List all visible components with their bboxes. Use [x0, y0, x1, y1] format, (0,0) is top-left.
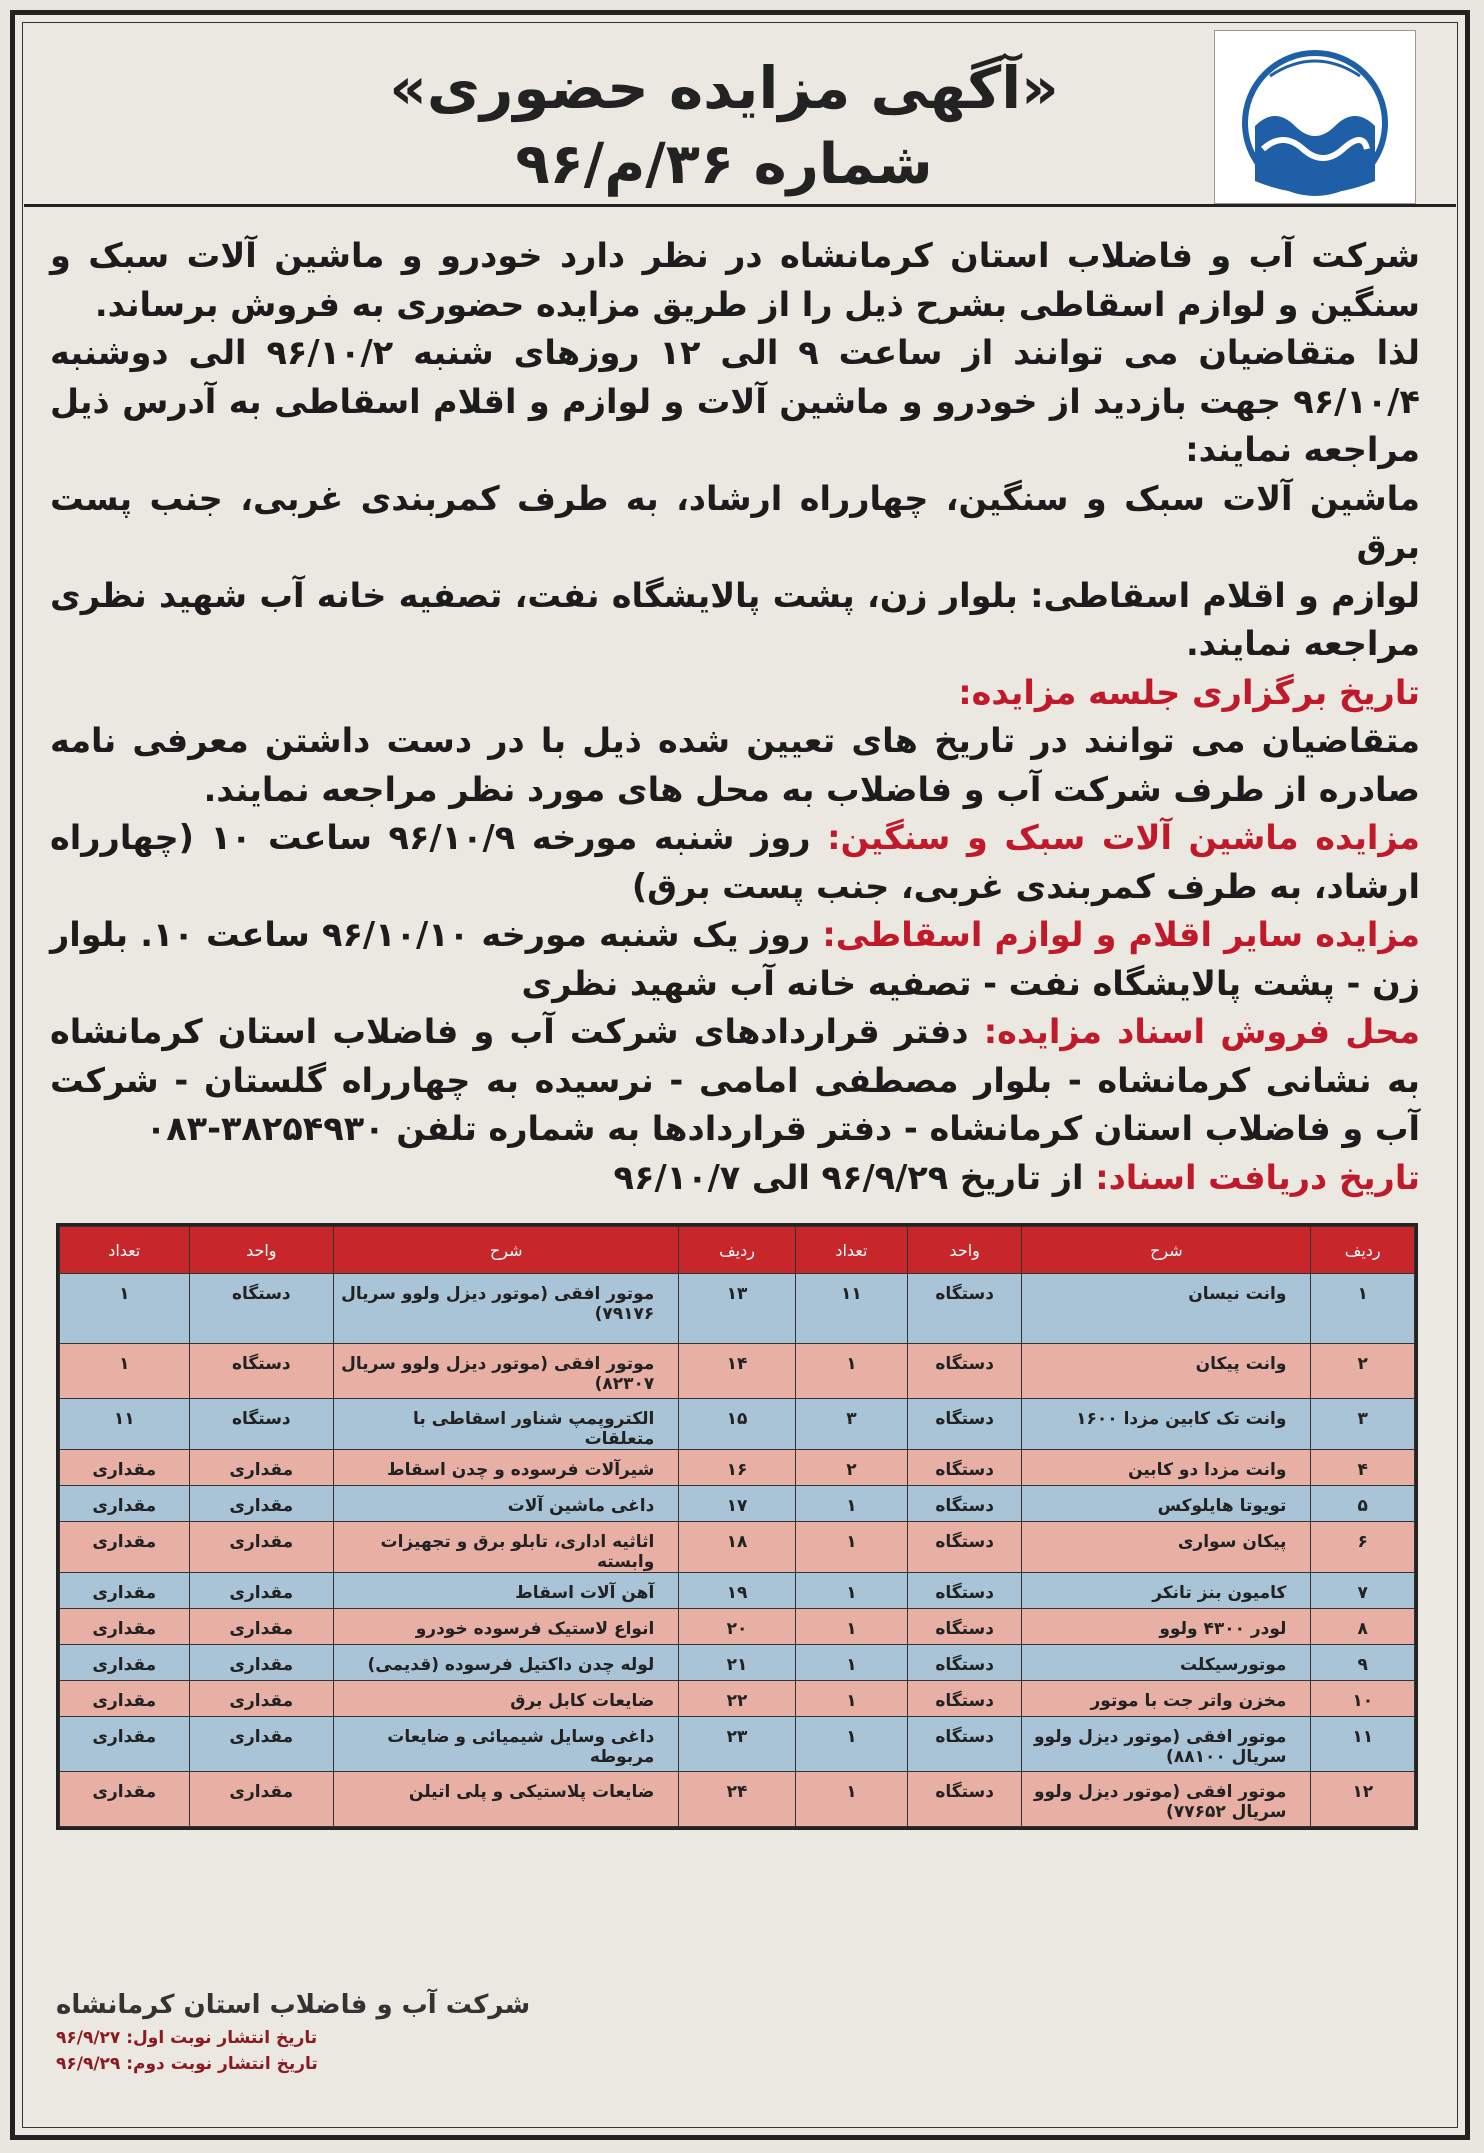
col-header: تعداد — [60, 1227, 190, 1274]
table-cell: دستگاه — [907, 1399, 1021, 1450]
publish-date-second: تاریخ انتشار نوبت دوم: ۹۶/۹/۲۹ — [56, 2054, 318, 2074]
table-cell: دستگاه — [907, 1522, 1021, 1573]
table-cell: ۱ — [795, 1573, 907, 1609]
table-cell: مقداری — [60, 1486, 190, 1522]
table-cell: ۲۲ — [679, 1681, 796, 1717]
table-row — [60, 1450, 1415, 1486]
table-cell: ۴ — [1311, 1450, 1415, 1486]
table-row — [60, 1717, 1415, 1772]
heavy-auction-text: روز شنبه مورخه ۹۶/۱۰/۹ ساعت ۱۰ (چهارراه ارشاد، به طرف کمربندی غربی، جنب پست برق) — [50, 818, 1420, 906]
session-label: تاریخ برگزاری جلسه مزایده: — [958, 672, 1420, 712]
table-cell: لوله چدن داکتیل فرسوده (قدیمی) — [334, 1645, 679, 1681]
docs-label: محل فروش اسناد مزایده: — [983, 1012, 1421, 1051]
table-cell: آهن آلات اسقاط — [334, 1573, 679, 1609]
table-row — [60, 1486, 1415, 1522]
table-cell: ۱ — [795, 1344, 907, 1399]
table-cell: دستگاه — [907, 1772, 1021, 1827]
table-cell: مقداری — [189, 1450, 334, 1486]
table-cell: دستگاه — [907, 1645, 1021, 1681]
col-header: شرح — [334, 1227, 679, 1274]
table-row — [60, 1645, 1415, 1681]
table-cell: دستگاه — [907, 1450, 1021, 1486]
table-cell: موتور افقی (موتور دیزل ولوو سریال ۸۲۳۰۷) — [334, 1344, 679, 1399]
table-cell: مقداری — [189, 1717, 334, 1772]
heavy-auction-label: مزایده ماشین آلات سبک و سنگین: — [827, 818, 1420, 857]
table-row — [60, 1274, 1415, 1344]
table-header-row — [60, 1227, 1415, 1274]
intro-paragraph: شرکت آب و فاضلاب استان کرمانشاه در نظر دارد خودرو و ماشین آلات سبک و سنگین و لوازم اسقاطی بشرح ذیل را از طریق مزایده حضوری به فروش برساند. — [50, 236, 1420, 324]
table-cell: دستگاه — [907, 1486, 1021, 1522]
table-cell: ۲۳ — [679, 1717, 796, 1772]
docs-paragraph — [50, 1008, 1420, 1154]
receive-label: تاریخ دریافت اسناد: — [1095, 1157, 1420, 1197]
table-row — [60, 1573, 1415, 1609]
table-cell: ۹ — [1311, 1645, 1415, 1681]
col-header: شرح — [1022, 1227, 1311, 1274]
heavy-auction-paragraph — [50, 814, 1420, 911]
table-row — [60, 1344, 1415, 1399]
col-header: ردیف — [679, 1227, 796, 1274]
publish-date-first: تاریخ انتشار نوبت اول: ۹۶/۹/۲۷ — [56, 2028, 318, 2048]
table-cell: ۷ — [1311, 1573, 1415, 1609]
table-cell: دستگاه — [189, 1344, 334, 1399]
table-cell: دستگاه — [907, 1274, 1021, 1344]
table-cell: ۱۲ — [1311, 1772, 1415, 1827]
scrap-auction-label: مزایده سایر اقلام و لوازم اسقاطی: — [822, 915, 1420, 954]
table-cell: مقداری — [60, 1522, 190, 1573]
table-cell: داغی وسایل شیمیائی و ضایعات مربوطه — [334, 1717, 679, 1772]
table-cell: ۵ — [1311, 1486, 1415, 1522]
table-cell: ۱۸ — [679, 1522, 796, 1573]
col-header: ردیف — [1311, 1227, 1415, 1274]
table-cell: ۱ — [795, 1522, 907, 1573]
table-cell: ۱۶ — [679, 1450, 796, 1486]
table-cell: مقداری — [189, 1486, 334, 1522]
table-cell: مقداری — [189, 1772, 334, 1827]
table-cell: دستگاه — [907, 1609, 1021, 1645]
company-logo — [1214, 30, 1416, 204]
table-cell: ۱ — [60, 1344, 190, 1399]
table-cell: موتور افقی (موتور دیزل ولوو سریال ۷۷۶۵۲) — [1022, 1772, 1311, 1827]
table-cell: مقداری — [189, 1573, 334, 1609]
table-cell: ۱ — [795, 1681, 907, 1717]
items-table-wrapper — [56, 1223, 1418, 1830]
table-cell: ۲۰ — [679, 1609, 796, 1645]
table-cell: ۱۹ — [679, 1573, 796, 1609]
visit-paragraph: لذا متقاضیان می توانند از ساعت ۹ الی ۱۲ روزهای شنبه ۹۶/۱۰/۲ الی دوشنبه ۹۶/۱۰/۴ جهت بازدید از خودرو و ماشین آلات و لوازم و اقلام اسقاطی به آدرس ذیل مراجعه نمایند: — [50, 333, 1420, 469]
table-cell: ۱ — [1311, 1274, 1415, 1344]
table-cell: وانت تک کابین مزدا ۱۶۰۰ — [1022, 1399, 1311, 1450]
session-paragraph: متقاضیان می توانند در تاریخ های تعیین شده ذیل با در دست داشتن معرفی نامه صادره از طرف شرکت آب و فاضلاب به محل های مورد نظر مراجعه نمایند. — [50, 721, 1420, 809]
table-cell: ۱۳ — [679, 1274, 796, 1344]
table-cell: ۱۱ — [60, 1399, 190, 1450]
table-cell: الکتروپمپ شناور اسقاطی با متعلقات — [334, 1399, 679, 1450]
table-cell: مقداری — [189, 1645, 334, 1681]
table-cell: تویوتا هایلوکس — [1022, 1486, 1311, 1522]
table-cell: لودر ۴۳۰۰ ولوو — [1022, 1609, 1311, 1645]
table-cell: دستگاه — [189, 1274, 334, 1344]
address-scrap: لوازم و اقلام اسقاطی: بلوار زن، پشت پالایشگاه نفت، تصفیه خانه آب شهید نظری مراجعه نمایند. — [50, 575, 1420, 663]
table-cell: ۱۴ — [679, 1344, 796, 1399]
table-cell: دستگاه — [907, 1681, 1021, 1717]
table-cell: کامیون بنز تانکر — [1022, 1573, 1311, 1609]
table-cell: ۲ — [795, 1450, 907, 1486]
table-cell: ۳ — [795, 1399, 907, 1450]
table-cell: مقداری — [60, 1772, 190, 1827]
table-cell: ۱ — [795, 1486, 907, 1522]
table-cell: وانت پیکان — [1022, 1344, 1311, 1399]
table-cell: ۳ — [1311, 1399, 1415, 1450]
table-cell: ۱ — [60, 1274, 190, 1344]
table-cell: اثاثیه اداری، تابلو برق و تجهیزات وابسته — [334, 1522, 679, 1573]
table-cell: موتور افقی (موتور دیزل ولوو سریال ۸۸۱۰۰) — [1022, 1717, 1311, 1772]
table-cell: وانت نیسان — [1022, 1274, 1311, 1344]
table-row — [60, 1399, 1415, 1450]
table-cell: ۱ — [795, 1645, 907, 1681]
table-cell: مقداری — [189, 1522, 334, 1573]
scrap-auction-text: روز یک شنبه مورخه ۹۶/۱۰/۱۰ ساعت ۱۰. بلوار زن - پشت پالایشگاه نفت - تصفیه خانه آب شهید نظری — [50, 915, 1420, 1003]
col-header: واحد — [907, 1227, 1021, 1274]
table-cell: موتورسیکلت — [1022, 1645, 1311, 1681]
table-cell: ۲ — [1311, 1344, 1415, 1399]
table-cell: شیرآلات فرسوده و چدن اسقاط — [334, 1450, 679, 1486]
table-cell: پیکان سواری — [1022, 1522, 1311, 1573]
ad-body — [50, 232, 1420, 1202]
scrap-auction-paragraph — [50, 911, 1420, 1008]
table-cell: ۱۱ — [1311, 1717, 1415, 1772]
table-cell: دستگاه — [907, 1573, 1021, 1609]
table-cell: انواع لاستیک فرسوده خودرو — [334, 1609, 679, 1645]
items-table — [59, 1226, 1415, 1827]
ad-number: شماره ۳۶/م/۹۶ — [515, 132, 933, 197]
receive-paragraph — [50, 1154, 1420, 1203]
table-cell: ۱۰ — [1311, 1681, 1415, 1717]
address-heavy: ماشین آلات سبک و سنگین، چهارراه ارشاد، به طرف کمربندی غربی، جنب پست برق — [50, 478, 1420, 566]
ad-title: «آگهی مزایده حضوری» — [389, 54, 1059, 122]
company-signature: شرکت آب و فاضلاب استان کرمانشاه — [56, 1990, 531, 2020]
table-cell: مقداری — [60, 1609, 190, 1645]
table-row — [60, 1772, 1415, 1827]
table-cell: داغی ماشین آلات — [334, 1486, 679, 1522]
table-cell: ۲۴ — [679, 1772, 796, 1827]
table-cell: ۱۷ — [679, 1486, 796, 1522]
ad-header — [24, 24, 1456, 207]
table-cell: مقداری — [60, 1645, 190, 1681]
table-cell: ضایعات کابل برق — [334, 1681, 679, 1717]
table-cell: مقداری — [189, 1681, 334, 1717]
table-cell: مخزن واتر جت با موتور — [1022, 1681, 1311, 1717]
table-cell: مقداری — [60, 1681, 190, 1717]
table-cell: موتور افقی (موتور دیزل ولوو سریال ۷۹۱۷۶) — [334, 1274, 679, 1344]
col-header: واحد — [189, 1227, 334, 1274]
table-cell: ۶ — [1311, 1522, 1415, 1573]
table-cell: ۱ — [795, 1772, 907, 1827]
table-cell: ضایعات پلاستیکی و پلی اتیلن — [334, 1772, 679, 1827]
table-cell: مقداری — [60, 1450, 190, 1486]
table-cell: مقداری — [60, 1573, 190, 1609]
water-company-logo-icon — [1215, 31, 1415, 203]
table-cell: ۱ — [795, 1609, 907, 1645]
table-row — [60, 1522, 1415, 1573]
table-cell: ۱۵ — [679, 1399, 796, 1450]
table-cell: ۸ — [1311, 1609, 1415, 1645]
table-row — [60, 1609, 1415, 1645]
table-row — [60, 1681, 1415, 1717]
table-cell: دستگاه — [189, 1399, 334, 1450]
table-cell: ۱۱ — [795, 1274, 907, 1344]
table-cell: ۲۱ — [679, 1645, 796, 1681]
table-cell: ۱ — [795, 1717, 907, 1772]
table-cell: مقداری — [60, 1717, 190, 1772]
session-heading — [50, 669, 1420, 718]
table-cell: دستگاه — [907, 1344, 1021, 1399]
table-cell: مقداری — [189, 1609, 334, 1645]
table-cell: دستگاه — [907, 1717, 1021, 1772]
receive-text: از تاریخ ۹۶/۹/۲۹ الی ۹۶/۱۰/۷ — [613, 1157, 1096, 1197]
docs-text: دفتر قراردادهای شرکت آب و فاضلاب استان کرمانشاه به نشانی کرمانشاه - بلوار مصطفی امامی - نرسیده به چهارراه گلستان - شرکت آب و فاضلاب استان کرمانشاه - دفتر قراردادها به شماره تلفن ۳۸۲۵۴۹۳۰-۰۸۳ — [50, 1012, 1420, 1148]
table-cell: وانت مزدا دو کابین — [1022, 1450, 1311, 1486]
col-header: تعداد — [795, 1227, 907, 1274]
